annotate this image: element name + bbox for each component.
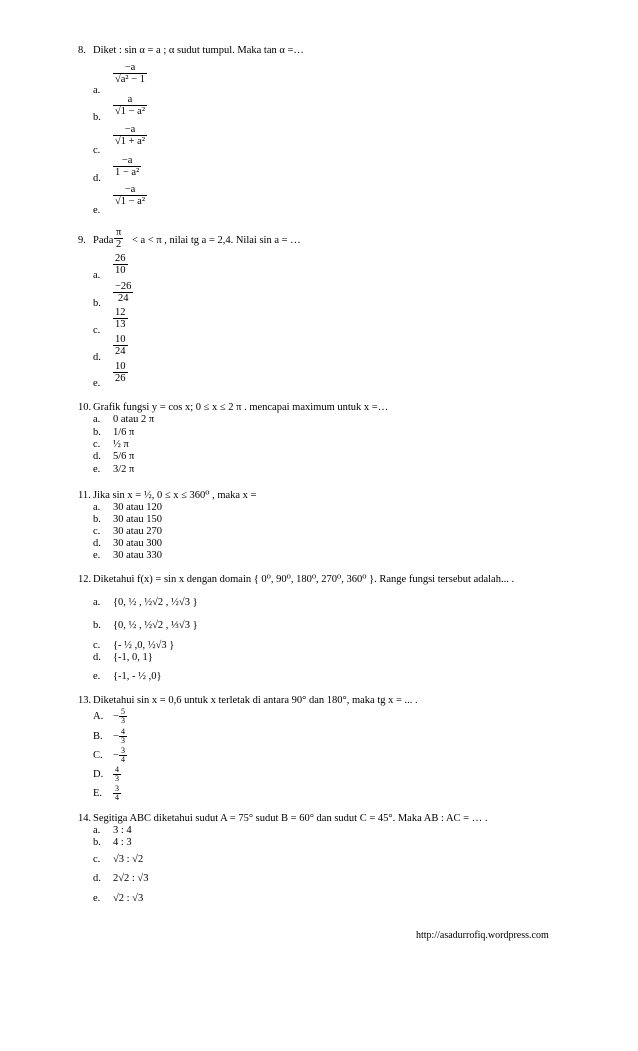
q13-option-C-denominator: 4 — [121, 755, 125, 764]
q13-option-D-fraction — [113, 766, 121, 783]
q13-option-A-fraction — [119, 708, 127, 725]
q14-option-d-text: 2√2 : √3 — [113, 873, 149, 884]
q12-option-d-letter: d. — [93, 652, 101, 663]
q9-frac-denominator: 2 — [114, 238, 123, 250]
q9-number: 9. — [78, 235, 86, 246]
q9-option-d-letter: d. — [93, 352, 101, 363]
q9-option-e-denominator: 26 — [115, 373, 126, 384]
q9-text-pre: Pada — [93, 235, 114, 246]
q11-option-b-letter: b. — [93, 514, 101, 525]
q11-option-e-letter: e. — [93, 550, 101, 561]
q8-option-e-letter: e. — [93, 205, 101, 216]
q8-option-e-fraction — [113, 184, 147, 207]
q8-option-a-denominator: √a² − 1 — [115, 74, 145, 85]
q11-option-a-text: 30 atau 120 — [113, 502, 162, 513]
q11-option-d-letter: d. — [93, 538, 101, 549]
q13-option-E-numerator: 3 — [115, 784, 119, 793]
q9-frac-numerator: π — [116, 227, 122, 238]
q13-option-A-sign: − — [113, 711, 119, 722]
q9-option-b-numerator: −26 — [115, 281, 132, 292]
q8-option-b-fraction — [113, 94, 147, 117]
q11-option-c-letter: c. — [93, 526, 101, 537]
q13-option-E-denominator: 4 — [115, 793, 119, 802]
q12-text: Diketahui f(x) = sin x dengan domain { 0⁰, 90⁰, 180⁰, 270⁰, 360⁰ }. Range fungsi tersebut adalah... . — [93, 574, 515, 585]
q12-option-d-text: {-1, 0, 1} — [113, 652, 153, 663]
q14-option-a-text: 3 : 4 — [113, 825, 132, 836]
q8-option-e-numerator: −a — [124, 184, 136, 195]
q10-number: 10. — [78, 402, 92, 413]
footer-url: http://asadurrofiq.wordpress.com — [416, 930, 549, 941]
q12-option-a-letter: a. — [93, 597, 101, 608]
q13-option-D-letter: D. — [93, 769, 104, 780]
q8-option-b-numerator: a — [127, 94, 133, 105]
q12-option-b-text: {0, ½ , ½√2 , ⅓√3 } — [113, 620, 198, 631]
q13-option-E-fraction — [113, 785, 121, 802]
q11-option-c-text: 30 atau 270 — [113, 526, 162, 537]
q10-option-d-letter: d. — [93, 451, 101, 462]
q14-option-d-letter: d. — [93, 873, 101, 884]
q14-option-e-letter: e. — [93, 893, 101, 904]
q8-option-b-denominator: √1 − a² — [115, 106, 145, 117]
q13-option-B-letter: B. — [93, 731, 103, 742]
q14-option-e-text: √2 : √3 — [113, 893, 144, 904]
q12-option-c-text: {- ½ ,0, ½√3 } — [113, 640, 175, 651]
q13-text: Diketahui sin x = 0,6 untuk x terletak di antara 90° dan 180°, maka tg x = ... . — [93, 695, 418, 706]
q9-option-d-numerator: 10 — [115, 334, 126, 345]
q13-option-A-letter: A. — [93, 711, 104, 722]
q14-option-b-letter: b. — [93, 837, 101, 848]
q13-option-A-numerator: 5 — [121, 707, 125, 716]
q14-text: Segitiga ABC diketahui sudut A = 75° sudut B = 60° dan sudut C = 45°. Maka AB : AC = … . — [93, 813, 488, 824]
q13-option-D-denominator: 3 — [115, 774, 119, 783]
q10-option-e-text: 3/2 π — [113, 464, 135, 475]
q12-number: 12. — [78, 574, 92, 585]
q8-option-d-denominator: 1 − a² — [115, 167, 140, 178]
q9-option-d-fraction — [113, 334, 128, 357]
q8-option-c-fraction — [113, 124, 147, 147]
q13-option-B-numerator: 4 — [121, 727, 125, 736]
q12-option-e-text: {-1, - ½ ,0} — [113, 671, 162, 682]
q8-option-d-letter: d. — [93, 173, 101, 184]
q14-number: 14. — [78, 813, 92, 824]
q13-option-E-letter: E. — [93, 788, 103, 799]
q8-option-a-fraction — [113, 62, 147, 85]
q13-option-D-numerator: 4 — [115, 765, 119, 774]
q12-option-b-letter: b. — [93, 620, 101, 631]
q13-option-C-numerator: 3 — [121, 746, 125, 755]
q9-option-b-fraction — [113, 281, 133, 304]
q13-option-C-letter: C. — [93, 750, 103, 761]
q10-option-c-text: ½ π — [113, 439, 129, 450]
q9-option-c-denominator: 13 — [115, 319, 126, 330]
q13-option-B-sign: − — [113, 731, 119, 742]
q11-option-e-text: 30 atau 330 — [113, 550, 162, 561]
q9-option-b-denominator: 24 — [113, 292, 133, 304]
q8-option-c-denominator: √1 + a² — [115, 136, 145, 147]
q9-option-c-fraction — [113, 307, 128, 330]
q9-option-d-denominator: 24 — [115, 346, 126, 357]
q8-option-c-numerator: −a — [124, 124, 136, 135]
q9-text-post: < a < π , nilai tg a = 2,4. Nilai sin a = … — [132, 235, 301, 246]
q14-option-c-letter: c. — [93, 854, 101, 865]
q10-option-a-text: 0 atau 2 π — [113, 414, 155, 425]
q11-number: 11. — [78, 490, 91, 501]
q8-number: 8. — [78, 45, 86, 56]
q12-option-c-letter: c. — [93, 640, 101, 651]
q10-option-b-text: 1/6 π — [113, 427, 135, 438]
q9-pi-over-2 — [114, 227, 123, 250]
q9-option-e-numerator: 10 — [115, 361, 126, 372]
q11-option-a-letter: a. — [93, 502, 101, 513]
q8-option-b-letter: b. — [93, 112, 101, 123]
q12-option-e-letter: e. — [93, 671, 101, 682]
q8-option-e-denominator: √1 − a² — [115, 196, 145, 207]
q13-option-B-denominator: 3 — [121, 736, 125, 745]
q9-option-a-numerator: 26 — [115, 253, 126, 264]
q8-option-a-letter: a. — [93, 85, 101, 96]
q10-option-b-letter: b. — [93, 427, 101, 438]
q9-option-e-fraction — [113, 361, 128, 384]
q13-option-C-sign: − — [113, 750, 119, 761]
q9-option-c-numerator: 12 — [115, 307, 126, 318]
q13-option-A-denominator: 3 — [121, 716, 125, 725]
q11-option-b-text: 30 atau 150 — [113, 514, 162, 525]
q8-option-d-numerator: −a — [121, 155, 133, 166]
q8-option-a-numerator: −a — [124, 62, 136, 73]
q9-option-c-letter: c. — [93, 325, 101, 336]
q11-option-d-text: 30 atau 300 — [113, 538, 162, 549]
q8-text: Diket : sin α = a ; α sudut tumpul. Maka tan α =… — [93, 45, 304, 56]
q10-text: Grafik fungsi y = cos x; 0 ≤ x ≤ 2 π . mencapai maximum untuk x =… — [93, 402, 389, 413]
q10-option-c-letter: c. — [93, 439, 101, 450]
q10-option-d-text: 5/6 π — [113, 451, 135, 462]
q13-number: 13. — [78, 695, 92, 706]
q10-option-a-letter: a. — [93, 414, 101, 425]
q9-option-a-letter: a. — [93, 270, 101, 281]
q12-option-a-text: {0, ½ , ½√2 , ½√3 } — [113, 597, 198, 608]
q14-option-c-text: √3 : √2 — [113, 854, 144, 865]
q8-option-c-letter: c. — [93, 145, 101, 156]
q9-option-e-letter: e. — [93, 378, 101, 389]
q10-option-e-letter: e. — [93, 464, 101, 475]
q9-option-a-fraction — [113, 253, 128, 276]
q14-option-b-text: 4 : 3 — [113, 837, 132, 848]
q8-option-d-fraction — [113, 155, 141, 178]
q13-option-C-fraction — [119, 747, 127, 764]
q11-text: Jika sin x = ½, 0 ≤ x ≤ 360⁰ , maka x = — [93, 490, 257, 501]
q14-option-a-letter: a. — [93, 825, 101, 836]
q9-option-b-letter: b. — [93, 298, 101, 309]
q9-option-a-denominator: 10 — [115, 265, 126, 276]
q13-option-B-fraction — [119, 728, 127, 745]
